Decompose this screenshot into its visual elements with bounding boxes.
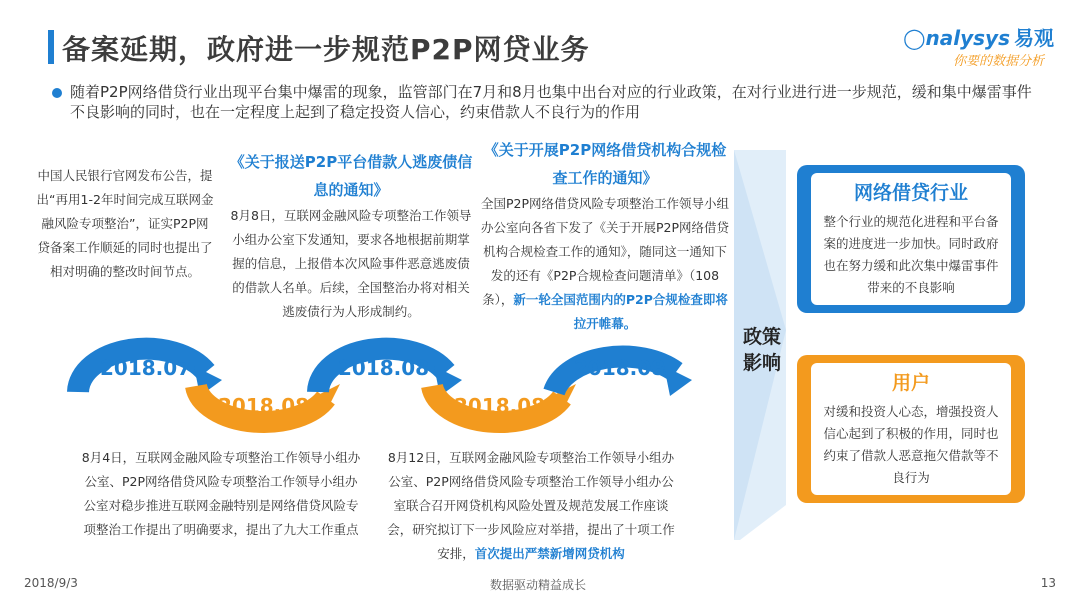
footer-date: 2018/9/3 — [24, 576, 78, 590]
timeline-date-1: 2018.07 — [100, 356, 192, 380]
top-note-1-body: 中国人民银行官网发布公告，提出“再用1-2年时间完成互联网金融风险专项整治”，证实P2P网贷备案工作顺延的同时也提出了相对明确的整改时间节点。 — [36, 168, 214, 279]
impact-card-industry-inner — [811, 173, 1011, 305]
impact-card-user-title: 用户 — [891, 372, 930, 394]
logo-cn: 易观 — [1014, 26, 1054, 50]
impact-card-user-inner — [811, 363, 1011, 495]
top-note-2-title: 《关于报送P2P平台借款人逃废债信息的通知》 — [229, 153, 473, 199]
bottom-note-2 — [382, 446, 680, 566]
logo-slogan: 你要的数据分析 — [952, 54, 1044, 69]
bottom-note-1 — [80, 446, 362, 542]
top-note-3-body: 全国P2P网络借贷风险专项整治工作领导小组办公室向各省下发了《关于开展P2P网络借贷机构合规检查工作的通知》，随同这一通知下发的还有《P2P合规检查问题清单》（108条）， — [480, 196, 730, 307]
bottom-note-1-body: 8月4日，互联网金融风险专项整治工作领导小组办公室、P2P网络借贷风险专项整治工作领导小组办公室对稳步推进互联网金融特别是网络借贷风险专项整治工作提出了明确要求，提出了九大工作重点 — [81, 450, 361, 537]
policy-impact-label: 政策影响 — [742, 326, 781, 374]
timeline-date-3: 2018.08 — [338, 356, 430, 380]
footer-page-number: 13 — [1040, 576, 1056, 590]
intro-text: 随着P2P网络借贷行业出现平台集中爆雷的现象，监管部门在7月和8月也集中出台对应的行业政策，在对行业进行进一步规范，缓和集中爆雷事件不良影响的同时，也在一定程度上起到了稳定投资人信心，约束借款人不良行为的作用 — [70, 83, 1032, 121]
timeline-date-4: 2018.08 — [454, 394, 546, 418]
impact-card-industry-body: 整个行业的规范化进程和平台备案的进度进一步加快。同时政府也在努力缓和此次集中爆雷事件带来的不良影响 — [823, 214, 999, 295]
footer-center: 数据驱动精益成长 — [490, 578, 587, 592]
top-note-3-highlight: 新一轮全国范围内的P2P合规检查即将拉开帷幕。 — [513, 292, 728, 331]
impact-card-industry-title: 网络借贷行业 — [853, 182, 968, 204]
impact-card-user-body: 对缓和投资人心态，增强投资人信心起到了积极的作用，同时也约束了借款人恶意拖欠借款等不良行为 — [823, 404, 999, 485]
logo-brand: nalysys — [925, 26, 1010, 50]
logo-icon: ◯ — [903, 26, 926, 50]
page-title: 备案延期，政府进一步规范P2P网贷业务 — [62, 33, 590, 66]
impact-card-user — [797, 355, 1025, 503]
impact-card-industry — [797, 165, 1025, 313]
bottom-note-2-highlight: 首次提出严禁新增网贷机构 — [474, 546, 625, 561]
timeline-date-2: 2018.08 — [218, 394, 310, 418]
bottom-note-2-body: 8月12日，互联网金融风险专项整治工作领导小组办公室、P2P网络借贷风险专项整治工作领导小组办公室联合召开网贷机构风险处置及规范发展工作座谈会，研究拟订下一步风险应对举措，提出了十项工作安排， — [387, 450, 675, 561]
timeline-date-5: 2018.08 — [574, 356, 666, 380]
top-note-3-title: 《关于开展P2P网络借贷机构合规检查工作的通知》 — [483, 141, 727, 187]
top-note-2-body: 8月8日，互联网金融风险专项整治工作领导小组办公室下发通知，要求各地根据前期掌握的信息，上报借本次风险事件恶意逃废债的借款人名单。后续，全国整治办将对相关逃废债行为人形成制约。 — [230, 208, 472, 319]
